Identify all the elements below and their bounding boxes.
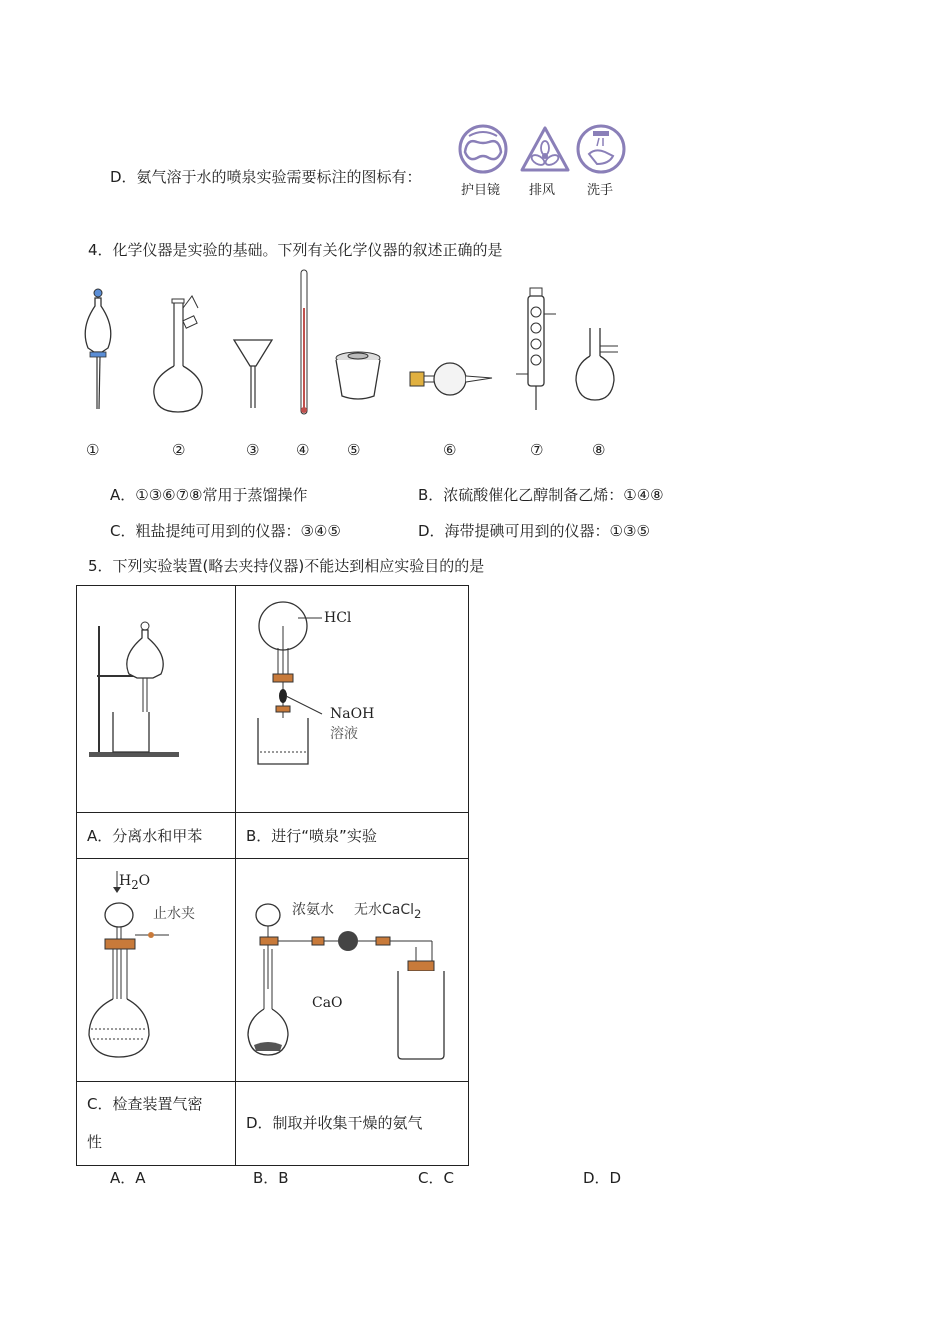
hand-wash-label: 洗手 [587,183,614,198]
distilling-flask-icon [154,296,202,412]
instrument-number: ⑥ [443,441,457,459]
safety-icons [455,124,630,176]
separation-apparatus-figure [77,586,235,808]
q5-apparatus-table [76,585,469,1166]
q4-option-a: A．①③⑥⑦⑧常用于蒸馏操作 [110,486,308,504]
instrument-number: ① [86,441,100,459]
clamp-label: 止水夹 [153,906,195,922]
q4-option-c: C．粗盐提纯可用到的仪器：③④⑤ [110,522,341,540]
cao-label: CaO [312,995,343,1011]
q4-option-d: D．海带提碘可用到的仪器：①③⑤ [418,522,650,540]
cell-b-caption: B．进行“喷泉”实验 [236,813,469,859]
cell-c-caption: C．检查装置气密 性 [77,1082,236,1166]
cell-d-caption: D．制取并收集干燥的氨气 [236,1082,469,1166]
side-arm-flask-icon [576,328,618,400]
instrument-number: ③ [246,441,260,459]
instrument-number: ② [172,441,186,459]
h2o-label: $H_2O$ [119,873,151,892]
naoh-label: NaOH [330,706,375,722]
instrument-number: ④ [296,441,310,459]
q3-option-d: D．氨气溶于水的喷泉实验需要标注的图标有： [110,168,422,186]
instrument-number: ⑤ [347,441,361,459]
airtightness-apparatus-figure [77,859,235,1081]
q4-option-b: B．浓硫酸催化乙醇制备乙烯：①④⑧ [418,486,664,504]
crucible-icon [336,352,380,399]
q5-stem: 5．下列实验装置(略去夹持仪器)不能达到相应实验目的的是 [88,557,485,575]
q4-instruments-figure [80,268,640,418]
drying-tube-icon [410,363,492,395]
cell-d-figure [236,859,469,1082]
ventilation-fan-icon [522,128,568,170]
bulb-condenser-icon [516,288,556,410]
q5-answer-b[interactable]: B．B [253,1169,289,1187]
cell-a-figure [77,586,236,813]
fountain-apparatus-figure [236,586,468,808]
hcl-label: HCl [324,610,352,626]
funnel-icon [234,340,272,408]
q5-answer-d[interactable]: D．D [583,1169,622,1187]
ammonia-apparatus-figure [236,859,468,1081]
q5-answer-c[interactable]: C．C [418,1169,454,1187]
instrument-number: ⑦ [530,441,544,459]
ventilation-label: 排风 [529,183,556,198]
goggles-icon [460,126,506,172]
cacl2-label: 无水CaCl$_2$ [354,902,422,921]
cell-c-figure [77,859,236,1082]
q5-answer-a[interactable]: A．A [110,1169,146,1187]
hand-wash-icon [578,126,624,172]
thermometer-icon [301,270,307,414]
q4-stem: 4．化学仪器是实验的基础。下列有关化学仪器的叙述正确的是 [88,241,503,259]
solution-label: 溶液 [330,726,358,742]
cell-b-figure [236,586,469,813]
separatory-funnel-icon [85,289,111,409]
cell-a-caption: A．分离水和甲苯 [77,813,236,859]
instrument-number: ⑧ [592,441,606,459]
conc-ammonia-label: 浓氨水 [292,902,334,918]
goggles-label: 护目镜 [461,183,501,198]
